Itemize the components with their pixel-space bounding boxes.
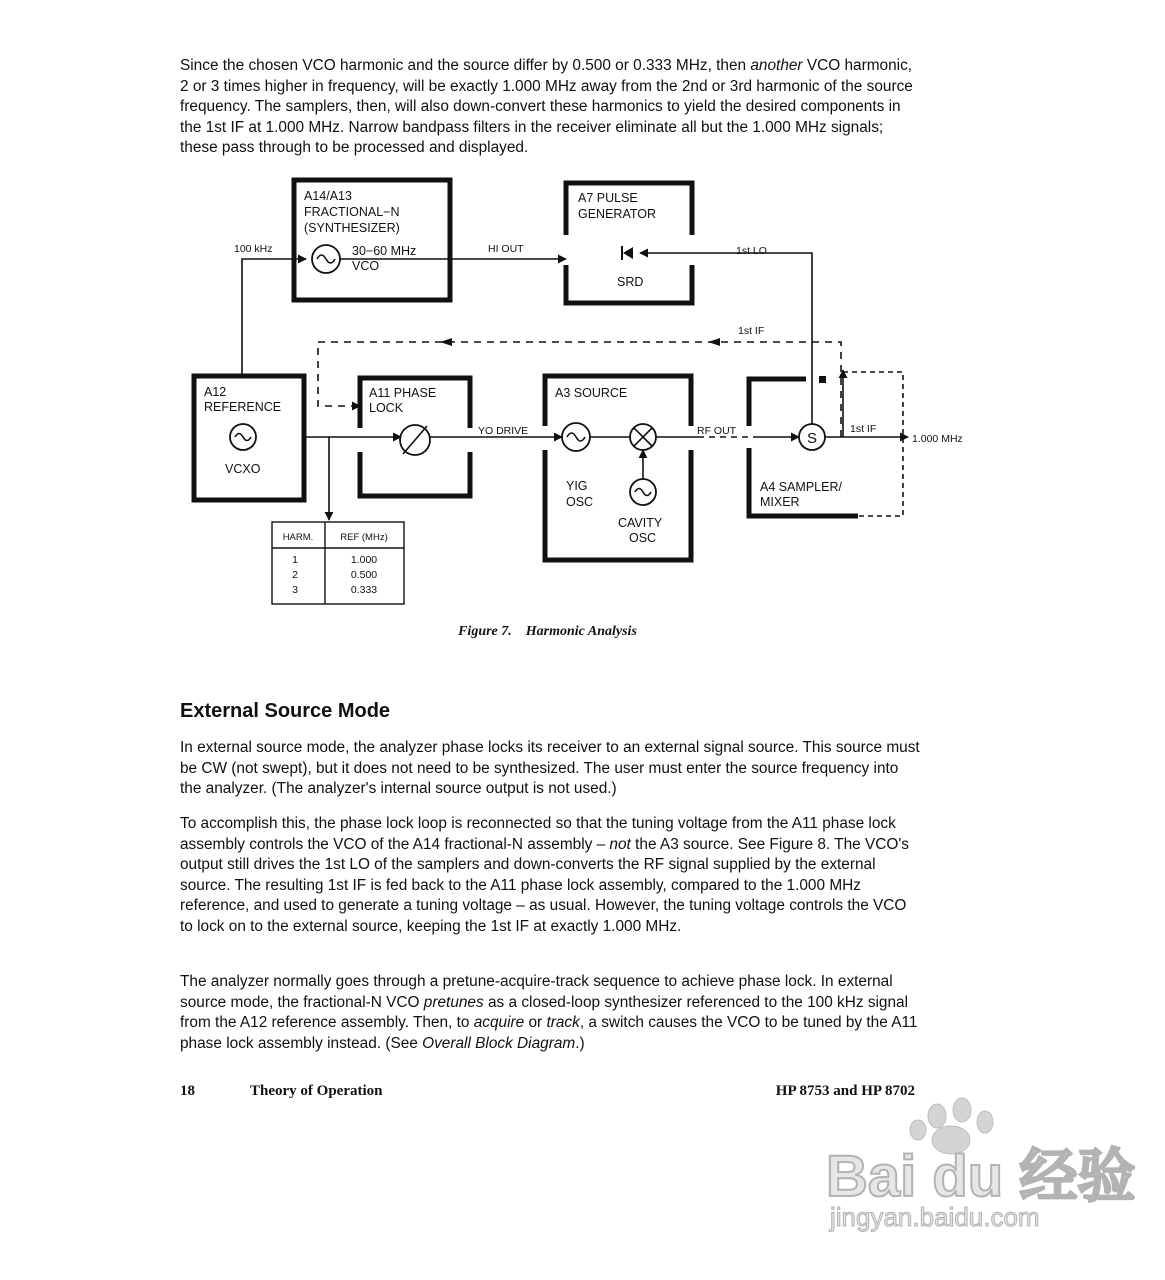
intro-text-1: Since the chosen VCO harmonic and the source differ by 0.500 or 0.333 MHz, then — [180, 57, 751, 74]
a14-label-3: (SYNTHESIZER) — [304, 221, 400, 235]
yo-drive-label: YO DRIVE — [478, 425, 529, 437]
a11-label-1: A11 PHASE — [369, 386, 437, 400]
a14-label-1: A14/A13 — [304, 189, 352, 203]
emphasis: acquire — [473, 1014, 525, 1032]
table-cell: 3 — [292, 584, 298, 596]
a12-label-1: A12 — [204, 385, 227, 399]
text-run: To accomplish this, the phase lock loop is reconnected so that the tuning voltage from the A11 phase lock assembly controls the VCO of the A14 fractional-N assembly – — [180, 815, 896, 853]
a7-label-1: A7 PULSE — [578, 191, 638, 205]
body-paragraph: In external source mode, the analyzer phase locks its receiver to an external signal source. This source must be CW (not swept), but it does not need to be synthesized. The user must enter the source frequency into the analyzer. (The analyzer's internal source output is not used.) — [180, 739, 920, 798]
text-run: The analyzer normally goes through a pretune-acquire-track sequence to achieve phase lock. In external source mode, the fractional-N VCO — [180, 973, 893, 1011]
intro-emphasis: another — [750, 57, 803, 74]
emphasis: pretunes — [423, 993, 484, 1011]
text-run: .) — [575, 1034, 585, 1052]
table-cell: 0.333 — [350, 584, 378, 596]
a7-label-2: GENERATOR — [578, 207, 657, 221]
first-if-output-label: 1st IF — [850, 423, 877, 435]
ref-100khz-label: 100 kHz — [234, 243, 273, 255]
sampler-symbol: S — [806, 430, 818, 447]
vco-frequency-label: 30−60 MHz — [352, 244, 417, 258]
section-heading: External Source Mode — [180, 700, 391, 722]
a4-label-2: MIXER — [760, 495, 800, 509]
table-header-harm: HARM. — [282, 532, 314, 543]
watermark-brand: Bai du 经验 — [826, 1144, 1136, 1209]
cavity-label-1: CAVITY — [618, 516, 663, 530]
emphasis: track — [546, 1014, 580, 1032]
srd-label: SRD — [617, 275, 644, 289]
vcxo-label: VCXO — [225, 462, 261, 476]
page-number: 18 — [180, 1083, 195, 1099]
a4-label-1: A4 SAMPLER/ — [760, 480, 842, 494]
emphasis: not — [609, 835, 631, 853]
first-lo-label: 1st LO — [736, 245, 767, 257]
figure-number: Figure 7. — [458, 624, 512, 639]
table-cell: 1 — [292, 554, 298, 566]
a3-title: A3 SOURCE — [555, 386, 628, 400]
table-cell: 2 — [292, 569, 298, 581]
watermark-url: jingyan.baidu.com — [830, 1202, 1040, 1232]
table-header-ref: REF (MHz) — [340, 532, 388, 543]
table-cell: 0.500 — [350, 569, 378, 581]
a11-label-2: LOCK — [369, 401, 404, 415]
text-run: , a switch causes the VCO to be tuned by the A11 phase lock assembly instead. (See — [180, 1014, 918, 1052]
first-if-feedback-label: 1st IF — [738, 325, 765, 337]
intro-text-2: VCO harmonic, 2 or 3 times higher in frequency, will be exactly 1.000 MHz away from the 2nd or 3rd harmonic of the source frequency. The samplers, then, will also down-convert these harmonics to yield the desired components in the 1st IF at 1.000 MHz. Narrow bandpass filters in the receiver eliminate all but the 1.000 MHz signals; these pass through to be processed and displayed. — [180, 57, 913, 157]
footer-section-title: Theory of Operation — [250, 1083, 383, 1099]
figure-title: Harmonic Analysis — [525, 624, 637, 639]
yig-label-2: OSC — [566, 495, 594, 509]
hi-out-label: HI OUT — [488, 243, 524, 255]
output-frequency-label: 1.000 MHz — [912, 433, 963, 445]
a14-label-2: FRACTIONAL−N — [304, 205, 400, 219]
text-run: the A3 source. See Figure 8. The VCO's output still drives the 1st LO of the samplers and down-converts the RF signal supplied by the external source. The resulting 1st IF is fed back to the A11 phase lock assembly, compared to the 1.000 MHz reference, and used to generate a tuning voltage – as usual. However, the tuning voltage controls the VCO to lock on to the external source, keeping the 1st IF at exactly 1.000 MHz. — [180, 835, 909, 935]
text-run: as a closed-loop synthesizer referenced to the 100 kHz signal from the A12 reference assembly. Then, to — [180, 993, 909, 1032]
yig-label-1: YIG — [566, 479, 588, 493]
a12-label-2: REFERENCE — [204, 400, 282, 414]
rf-out-label: RF OUT — [697, 425, 737, 437]
vco-label: VCO — [352, 259, 380, 273]
table-cell: 1.000 — [350, 554, 378, 566]
text-run: or — [524, 1014, 547, 1032]
emphasis: Overall Block Diagram — [422, 1034, 576, 1052]
cavity-label-2: OSC — [629, 531, 657, 545]
footer-product-name: HP 8753 and HP 8702 — [775, 1083, 915, 1099]
